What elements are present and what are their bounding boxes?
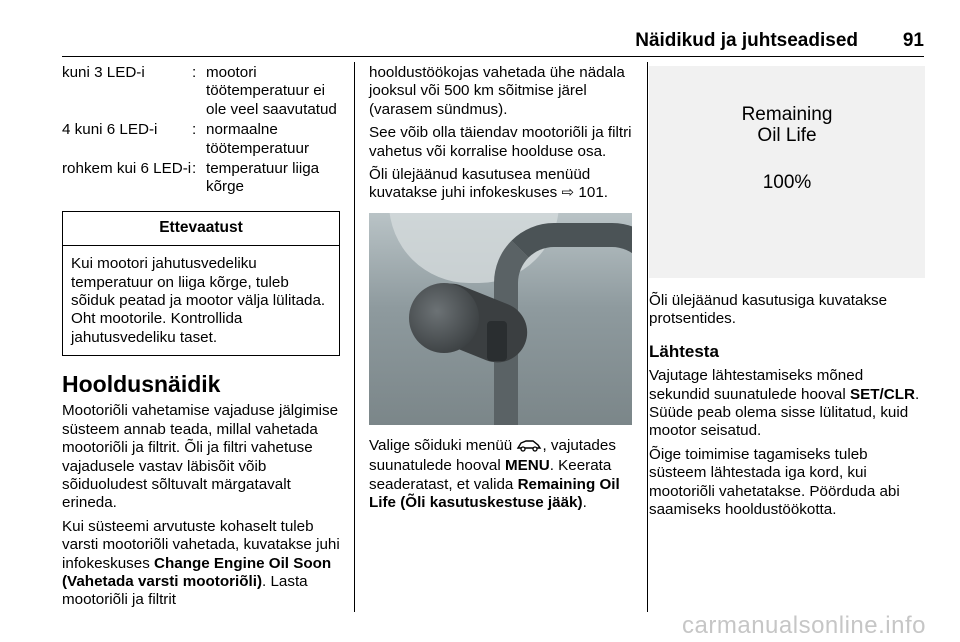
text-run: . Lasta mootoriõli ja filtrit	[62, 572, 308, 609]
page-reference: ⇨ 101.	[561, 184, 608, 202]
text-run: .	[582, 494, 587, 512]
led-row	[62, 121, 342, 160]
button-label: SET/CLR	[849, 385, 915, 403]
led-sep: :	[192, 160, 197, 178]
led-sep: :	[192, 64, 197, 81]
text-run: . Keerata seaderatast, et valida	[369, 457, 612, 493]
text-run: . Süüde peab olema sisse lülitatud, kuid mootor seisatud.	[649, 385, 920, 440]
led-value: normaalne töötemperatuur	[206, 121, 309, 157]
led-value: temperatuur liiga kõrge	[206, 160, 320, 196]
text-run: , vajutades suunatulede hooval	[369, 436, 616, 475]
header-rule	[62, 56, 924, 57]
column-right	[649, 64, 925, 524]
column-divider	[354, 62, 355, 612]
section-heading: Hooldusnäidik	[62, 371, 221, 398]
turn-signal-lever-photo	[369, 213, 632, 425]
subsection-heading: Lähtesta	[649, 341, 719, 361]
led-key: rohkem kui 6 LED-i	[62, 160, 192, 178]
paragraph: Õli ülejäänud kasutusiga kuvatakse protsentides.	[649, 292, 888, 328]
paragraph: hooldustöökojas vahetada ühe nädala jooksul või 500 km sõitmise järel (varasem sündmus).	[369, 64, 625, 118]
column-middle	[369, 64, 632, 517]
page-header	[62, 30, 924, 54]
car-menu-icon	[516, 438, 542, 457]
paragraph	[369, 166, 632, 203]
paragraph: See võib olla täiendav mootoriõli ja filtri vahetus või korralise hoolduse osa.	[369, 124, 632, 160]
paragraph	[649, 367, 925, 441]
bold-message: Change Engine Oil Soon (Vahetada varsti mootoriõli)	[62, 554, 332, 590]
paragraph: Mootoriõli vahetamise vajaduse jälgimise süsteem annab teada, millal vahetada mootoriõli ja filtrit. Õli ja filtri vahetuse vajadusele vastav läbisõit võib sõiduoludest sõltuvalt märgatavalt erineda.	[62, 402, 339, 512]
text-run: Õli ülejäänud kasutusea menüüd kuvatakse juhi infokeskuses	[369, 166, 591, 202]
column-left	[62, 64, 342, 615]
paragraph: Õige toimimise tagamiseks tuleb süsteem lähtestada iga kord, kui mootoriõli vahetatakse. Pöörduda abi saamiseks hooldustöökotta.	[649, 445, 900, 519]
paragraph	[62, 518, 342, 610]
text-run: Kui süsteemi arvutuste kohaselt tuleb varsti mootoriõli vahetada, kuvatakse juhi infokeskuses	[62, 517, 340, 572]
led-row	[62, 160, 342, 199]
text-run: Valige sõiduki menüü	[369, 436, 517, 454]
menu-label: MENU	[504, 457, 550, 475]
oil-life-value: 100%	[762, 172, 812, 193]
caution-body: Kui mootori jahutusvedeliku temperatuur on liiga kõrge, tuleb sõiduk peatad ja mootor välja lülitada. Oht mootorile. Kontrollida jahutusvedeliku taset.	[71, 255, 326, 346]
paragraph	[369, 437, 632, 513]
text-run: Vajutage lähtestamiseks mõned sekundid suunatulede hooval	[649, 367, 864, 403]
display-title-line: Remaining	[741, 104, 833, 125]
page-title: Näidikud ja juhtseadised	[635, 30, 858, 51]
display-title	[649, 104, 925, 146]
caution-box	[62, 211, 340, 356]
led-sep: :	[192, 121, 197, 139]
led-row	[62, 64, 342, 121]
menu-option: Remaining Oil Life (Õli kasutuskestuse jääk)	[369, 475, 620, 512]
led-key: 4 kuni 6 LED-i	[62, 121, 158, 139]
watermark: carmanualsonline.info	[682, 612, 926, 639]
led-key: kuni 3 LED-i	[62, 64, 145, 81]
display-title-line: Oil Life	[757, 125, 817, 146]
caution-title: Ettevaatust	[63, 212, 339, 246]
column-divider	[647, 62, 648, 612]
menu-button-shape	[487, 321, 507, 361]
led-value: mootori töötemperatuur ei ole veel saavutatud	[206, 64, 337, 118]
oil-life-display	[649, 66, 925, 278]
page-number: 91	[902, 30, 924, 51]
led-table	[62, 64, 342, 199]
adjuster-wheel-shape	[409, 283, 479, 353]
